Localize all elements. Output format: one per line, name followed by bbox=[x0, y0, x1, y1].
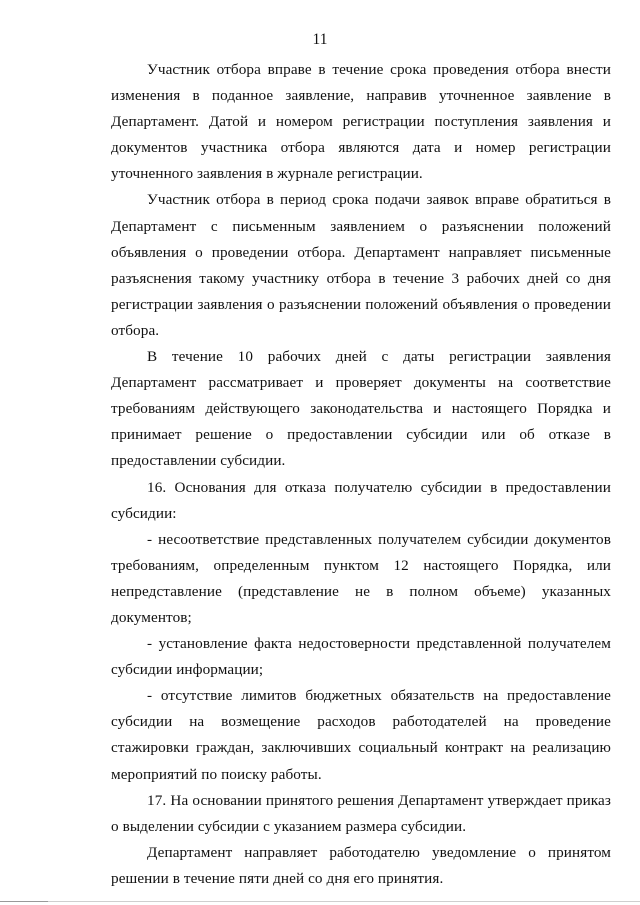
paragraph-review: В течение 10 рабочих дней с даты регистрации заявления Департамент рассматривает и проверяет документы на соответствие требованиям действующего законодательства и настоящего Порядка и принимает решение о предоставлении субсидии или об отказе в предоставлении субсидии. bbox=[111, 348, 611, 470]
scan-edge-line bbox=[0, 901, 640, 902]
paragraph-revision: Участник отбора вправе в течение срока проведения отбора внести изменения в поданное заявление, направив уточненное заявление в Департамент. Датой и номером регистрации поступления заявления и документов участника отбора являются дата и номер регистрации уточненного заявления в журнале регистрации. bbox=[111, 61, 611, 183]
page-number: 11 bbox=[312, 31, 328, 48]
paragraph-section-16: 16. Основания для отказа получателю субсидии в предоставлении субсидии: bbox=[111, 478, 611, 522]
list-item-refusal-2: - установление факта недостоверности представленной получателем субсидии информации; bbox=[111, 635, 611, 679]
scan-edge-mark bbox=[0, 901, 48, 902]
paragraph-clarification: Участник отбора в период срока подачи заявок вправе обратиться в Департамент с письменным заявлением о разъяснении положений объявления о проведении отбора. Департамент направляет письменные разъяснения такому участнику отбора в течение 3 рабочих дней со дня регистрации заявления о разъяснении положений объявления о проведении отбора. bbox=[111, 191, 611, 339]
paragraph-notification: Департамент направляет работодателю уведомление о принятом решении в течение пяти дней со дня его принятия. bbox=[111, 843, 611, 887]
list-item-refusal-3: - отсутствие лимитов бюджетных обязательств на предоставление субсидии на возмещение расходов работодателей на проведение стажировки граждан, заключивших социальный контракт на реализацию мероприятий по поиску работы. bbox=[111, 687, 611, 783]
list-item-refusal-1: - несоответствие представленных получателем субсидии документов требованиям, определенным пунктом 12 настоящего Порядка, или непредставление (представление не в полном объеме) указанных документов; bbox=[111, 530, 611, 626]
paragraph-section-17: 17. На основании принятого решения Департамент утверждает приказ о выделении субсидии с указанием размера субсидии. bbox=[111, 791, 611, 835]
document-body bbox=[111, 57, 611, 892]
